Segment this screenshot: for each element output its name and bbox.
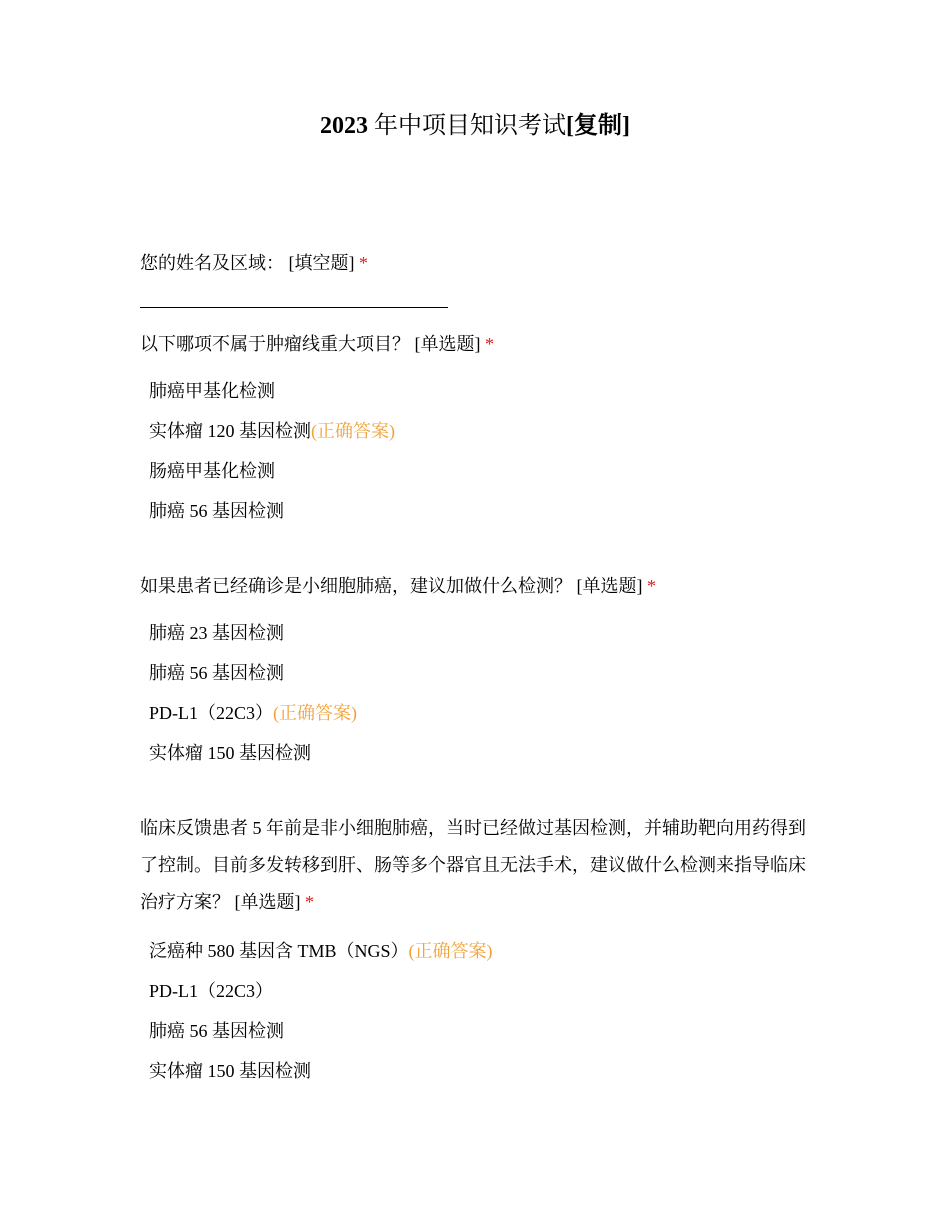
- required-mark: *: [305, 892, 314, 912]
- option-item[interactable]: [149, 379, 275, 403]
- option-item[interactable]: [149, 661, 284, 685]
- option-label: 实体瘤 150 基因检测: [149, 1061, 311, 1081]
- option-item[interactable]: [149, 979, 273, 1003]
- option-label: 肠癌甲基化检测: [149, 461, 275, 481]
- page-title: [0, 108, 950, 144]
- question-type: [单选题]: [576, 576, 643, 596]
- question-4: [140, 810, 820, 921]
- question-type: [单选题]: [414, 334, 481, 354]
- option-label: 实体瘤 150 基因检测: [149, 743, 311, 763]
- option-label: 肺癌甲基化检测: [149, 381, 275, 401]
- question-text: 以下哪项不属于肿瘤线重大项目？: [140, 334, 410, 354]
- required-mark: *: [647, 576, 656, 596]
- title-year: 2023: [320, 113, 368, 139]
- correct-answer-mark: (正确答案): [273, 703, 358, 723]
- question-text: 您的姓名及区域：: [140, 253, 284, 273]
- option-label: 肺癌 56 基因检测: [149, 501, 284, 521]
- option-item[interactable]: [149, 701, 357, 725]
- question-2: [140, 326, 820, 363]
- correct-answer-mark: (正确答案): [311, 421, 395, 441]
- option-item[interactable]: [149, 499, 284, 523]
- correct-answer-mark: (正确答案): [408, 941, 493, 961]
- question-text: 临床反馈患者 5 年前是非小细胞肺癌，当时已经做过基因检测，并辅助靶向用药得到了控制。目前多发转移到肝、肠等多个器官且无法手术，建议做什么检测来指导临床治疗方案？: [140, 818, 806, 912]
- title-text: 年中项目知识考试: [374, 113, 566, 139]
- name-region-input-line[interactable]: [140, 307, 448, 308]
- option-item[interactable]: [149, 1019, 284, 1043]
- question-type: [单选题]: [234, 892, 301, 912]
- option-item[interactable]: [149, 419, 395, 443]
- option-item[interactable]: [149, 1059, 311, 1083]
- option-item[interactable]: [149, 621, 284, 645]
- option-item[interactable]: [149, 741, 311, 765]
- required-mark: *: [485, 334, 494, 354]
- title-suffix: [复制]: [566, 113, 630, 139]
- question-3: [140, 568, 820, 605]
- question-1: [140, 245, 820, 282]
- option-label: 实体瘤 120 基因检测: [149, 421, 311, 441]
- question-type: [填空题]: [288, 253, 355, 273]
- option-label: 肺癌 56 基因检测: [149, 663, 284, 683]
- option-label: 肺癌 56 基因检测: [149, 1021, 284, 1041]
- option-label: 肺癌 23 基因检测: [149, 623, 284, 643]
- option-label: PD-L1（22C3）: [149, 703, 274, 723]
- option-label: PD-L1（22C3）: [149, 981, 274, 1001]
- option-label: 泛癌种 580 基因含 TMB（NGS）: [149, 941, 409, 961]
- option-item[interactable]: [149, 459, 275, 483]
- option-item[interactable]: [149, 939, 493, 963]
- question-text: 如果患者已经确诊是小细胞肺癌，建议加做什么检测？: [140, 576, 572, 596]
- required-mark: *: [359, 253, 368, 273]
